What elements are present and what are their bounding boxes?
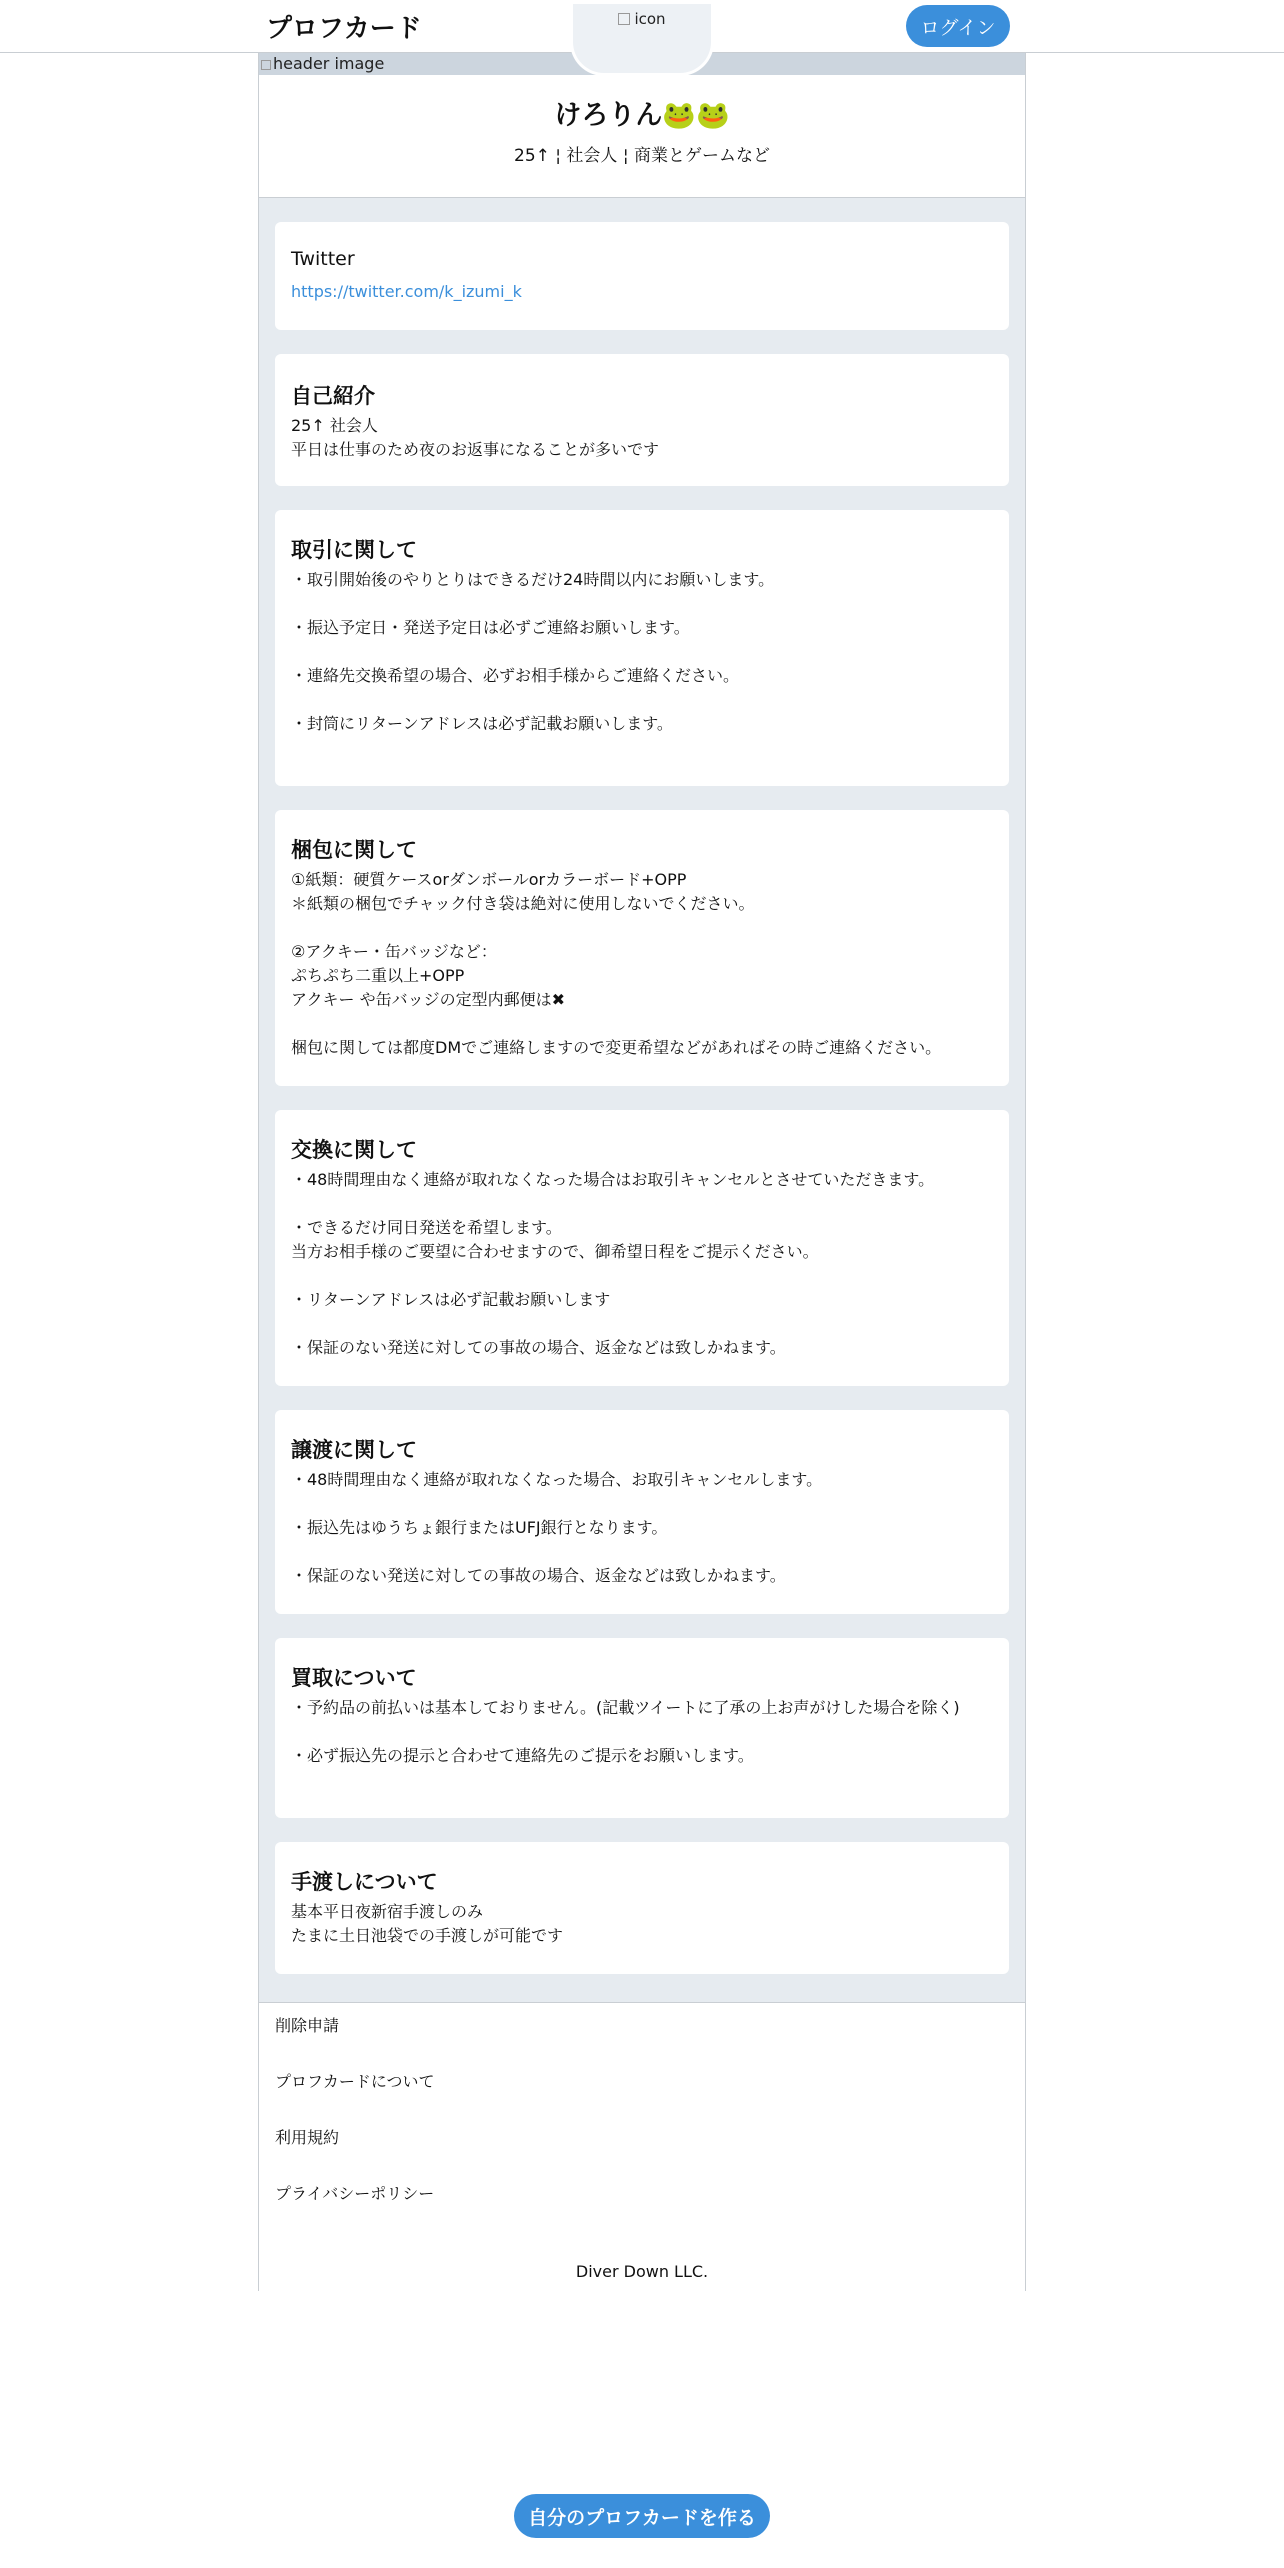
- section-transfer: [275, 1410, 1009, 1614]
- section-body: 基本平日夜新宿手渡しのみ たまに土日池袋での手渡しが可能です: [291, 1902, 564, 1945]
- section-handover: [275, 1842, 1009, 1974]
- footer-link-terms[interactable]: 利用規約: [275, 2128, 340, 2147]
- profile-name: けろりん🐸🐸: [554, 100, 730, 131]
- login-button[interactable]: ログイン: [906, 5, 1010, 47]
- section-title: 手渡しについて: [291, 1870, 438, 1894]
- section-body: ・48時間理由なく連絡が取れなくなった場合はお取引キャンセルとさせていただきます。 ・できるだけ同日発送を希望します。 当方お相手様のご要望に合わせますので、御希望日程をご提示ください。 ・リターンアドレスは必ず記載お願いします ・保証のない発送に対しての事故の場合、返金などは致しかねます。: [291, 1170, 935, 1357]
- twitter-link[interactable]: https://twitter.com/k_izumi_k: [291, 282, 522, 301]
- footer-links: [275, 2013, 435, 2237]
- footer-link-privacy[interactable]: プライバシーポリシー: [275, 2184, 435, 2203]
- sections-area: [259, 197, 1025, 2003]
- section-transaction: [275, 510, 1009, 786]
- header-image-alt-text: header image: [273, 54, 385, 73]
- section-title: 自己紹介: [291, 384, 375, 408]
- broken-image-icon: [261, 60, 271, 70]
- section-purchase: [275, 1638, 1009, 1818]
- section-body: ①紙類：硬質ケースorダンボールorカラーボード+OPP ＊紙類の梱包でチャック付き袋は絶対に使用しないでください。 ②アクキー・缶バッジなど： ぷちぷち二重以上+OPP アクキー や缶バッジの定型内郵便は✖ 梱包に関しては都度DMでご連絡しますので変更希望などがあればその時ご連絡ください。: [291, 870, 942, 1057]
- section-body: 25↑ 社会人 平日は仕事のため夜のお返事になることが多いです: [291, 416, 660, 459]
- section-title: 譲渡に関して: [291, 1438, 417, 1462]
- create-profcard-button[interactable]: 自分のプロフカードを作る: [514, 2494, 770, 2538]
- section-body: ・予約品の前払いは基本しておりません。(記載ツイートに了承の上お声がけした場合を除く) ・必ず振込先の提示と合わせて連絡先のご提示をお願いします。: [291, 1698, 960, 1765]
- section-packing: [275, 810, 1009, 1086]
- footer-link-delete-request[interactable]: 削除申請: [275, 2016, 340, 2035]
- section-exchange: [275, 1110, 1009, 1386]
- profile-card: [258, 53, 1026, 2291]
- avatar-alt-text: icon: [634, 10, 666, 28]
- section-body: ・48時間理由なく連絡が取れなくなった場合、お取引キャンセルします。 ・振込先はゆうちょ銀行またはUFJ銀行となります。 ・保証のない発送に対しての事故の場合、返金などは致しかねます。: [291, 1470, 823, 1585]
- section-title: Twitter: [291, 248, 355, 270]
- section-title: 買取について: [291, 1666, 417, 1690]
- brand-logo-text[interactable]: プロフカード: [266, 14, 422, 44]
- profile-tagline: 25↑ ¦ 社会人 ¦ 商業とゲームなど: [514, 146, 770, 166]
- section-twitter: [275, 222, 1009, 330]
- section-body: ・取引開始後のやりとりはできるだけ24時間以内にお願いします。 ・振込予定日・発送予定日は必ずご連絡お願いします。 ・連絡先交換希望の場合、必ずお相手様からご連絡ください。 ・封筒にリターンアドレスは必ず記載お願いします。: [291, 570, 775, 733]
- section-title: 交換に関して: [291, 1138, 417, 1162]
- footer-link-about[interactable]: プロフカードについて: [275, 2072, 435, 2091]
- broken-image-icon: [618, 13, 630, 25]
- avatar: [570, 4, 714, 76]
- section-title: 取引に関して: [291, 538, 417, 562]
- section-self-intro: [275, 354, 1009, 486]
- company-name: Diver Down LLC.: [575, 2262, 709, 2281]
- section-title: 梱包に関して: [291, 838, 417, 862]
